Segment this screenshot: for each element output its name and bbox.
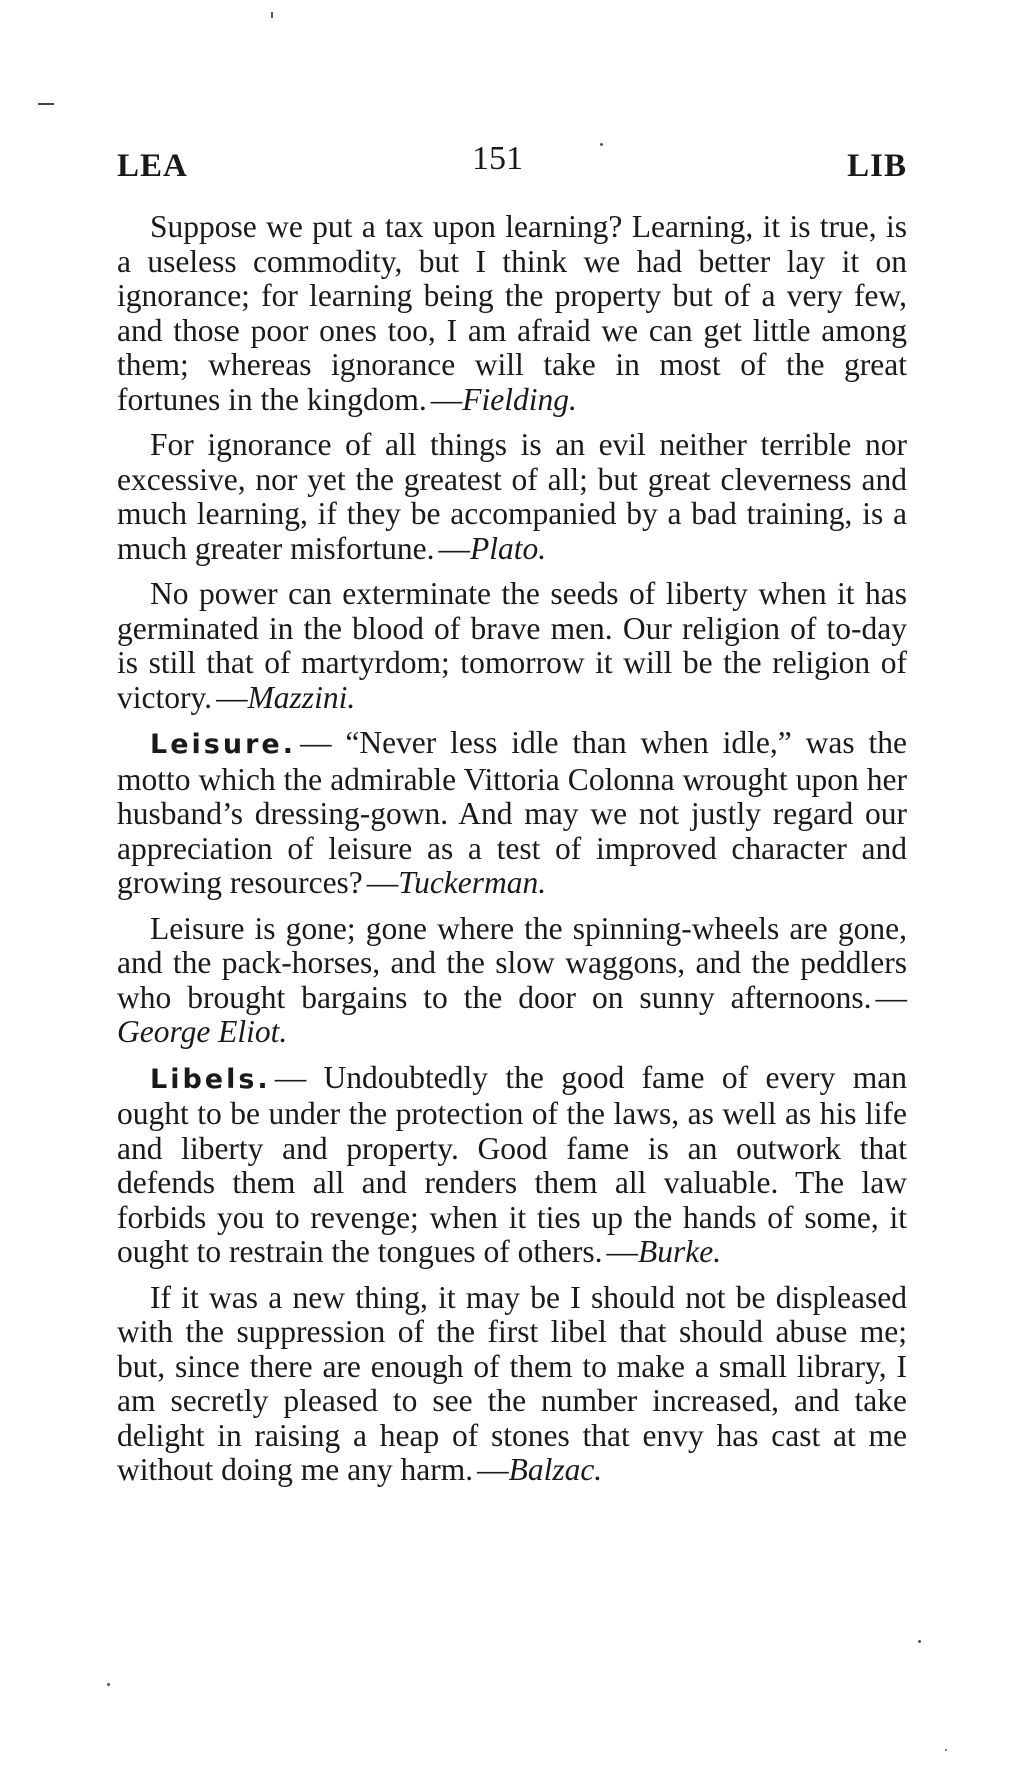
quotation-entry [117,428,907,566]
quotation-text [117,210,907,1499]
quotation-author: Tuckerman. [398,865,547,900]
scan-speck [918,1640,921,1643]
scan-speck [271,12,273,18]
quotation-author: Mazzini. [247,679,356,715]
quotation-author: George Eliot. [117,1014,288,1049]
quotation-body: For ignorance of all things is an evil neither terrible nor excessive, nor yet the greatest of all; but great cleverness and much learning, if they be accompanied by a bad training, is a much greater misfortune. [117,427,907,566]
quotation-body: Undoubtedly the good fame of every man ought to be under the protection of the laws, as well as his life and liberty and property. Good fame is an outwork that defends them all and renders them all valuable. The law forbids you to revenge; when it ties up the hands of some, it ought to restrain the tongues of others. [117,1059,907,1269]
quotation-body: No power can exterminate the seeds of liberty when it has germinated in the blood of brave men. Our religion of to-day is still that of martyrdom; tomorrow it will be the religion of victory. [117,576,907,715]
quotation-author: Plato. [470,530,547,566]
attribution-dash: — [430,381,463,417]
quotation-entry [117,912,907,1050]
quotation-author: Balzac. [508,1452,603,1487]
scan-speck [107,1683,110,1686]
quotation-body: Suppose we put a tax upon learning? Learning, it is true, is a useless commodity, but I think we had better lay it on ignorance; for learning being the property but of a very few, and those poor ones too, I am afraid we can get little among them; whereas ignorance will take in most of the great fortunes in the kingdom. [117,209,907,417]
header-guide-word-left: LEA [117,148,188,184]
quotation-body: “Never less idle than when idle,” was the motto which the admirable Vittoria Colonna wrought upon her husband’s dressing-gown. And may we not justly regard our appreciation of leisure as a test of improved character and growing resources? [117,725,907,900]
attribution-dash: — [606,1234,639,1269]
attribution-dash: — [477,1452,509,1487]
quotation-entry [117,1281,907,1488]
topic-heading: Libels. [150,1063,271,1095]
attribution-dash: — [438,530,471,566]
page-number: 151 [472,140,523,177]
header-guide-word-right: LIB [847,148,907,184]
quotation-body: Leisure is gone; gone where the spinning-wheels are gone, and the pack-horses, and the slow waggons, and the peddlers who brought bargains to the door on sunny afternoons. [117,910,907,1015]
quotation-entry [117,1061,907,1270]
quotation-body: If it was a new thing, it may be I should not be displeased with the suppression of the first libel that should abuse me; but, since there are enough of them to make a small library, I am secretly pleased to see the number increased, and take delight in raising a heap of stones that envy has cast at me without doing me any harm. [117,1279,907,1487]
quotation-entry [117,577,907,715]
heading-dash: — [274,1059,307,1095]
topic-heading: Leisure. [150,729,296,760]
attribution-dash: — [366,865,399,900]
attribution-dash: — [216,679,248,715]
scan-speck [945,1749,947,1751]
quotation-author: Burke. [638,1234,722,1269]
scan-mark [38,103,54,105]
quotation-entry [117,726,907,901]
heading-dash: — [299,725,332,760]
running-header [117,140,907,190]
quotation-entry [117,210,907,417]
quotation-author: Fielding. [462,381,577,417]
attribution-dash: — [875,979,907,1015]
